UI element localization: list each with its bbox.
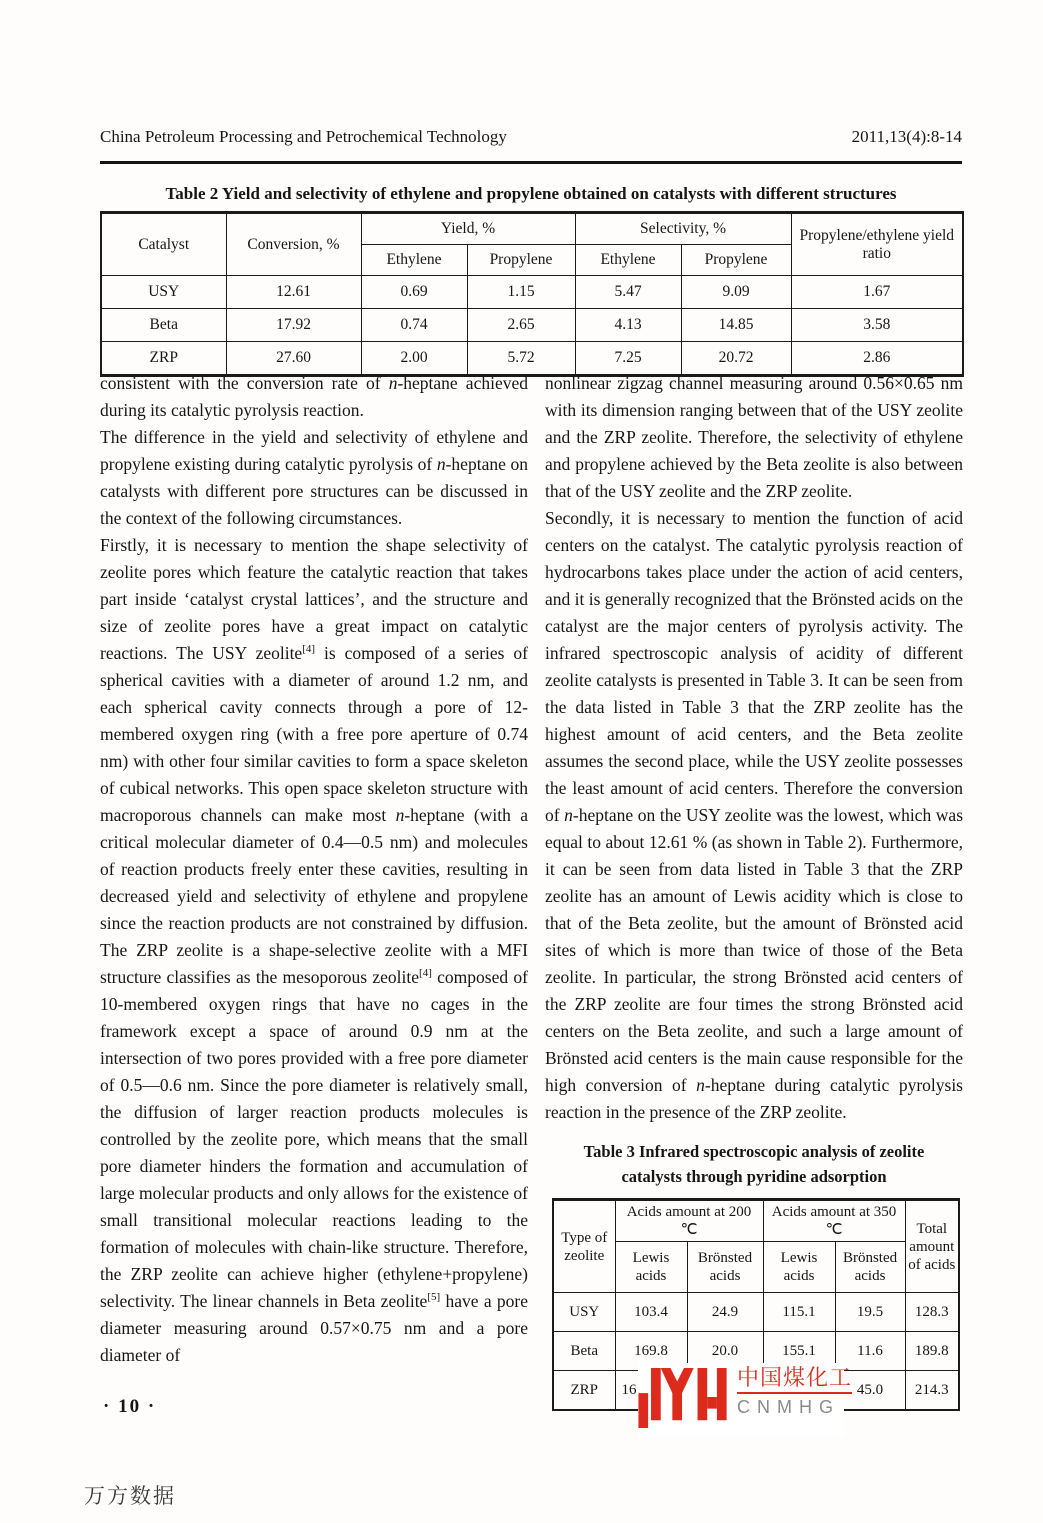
body-left-column bbox=[100, 370, 528, 1369]
table2-title: Table 2 Yield and selectivity of ethylene and propylene obtained on catalysts with different structures bbox=[165, 184, 897, 203]
table3-header-bronsted-350: Brönsted acids bbox=[835, 1242, 905, 1293]
table-cell: 4.13 bbox=[575, 309, 681, 342]
table-cell: 12.61 bbox=[226, 276, 361, 309]
table2-header-sel-ethylene: Ethylene bbox=[575, 245, 681, 276]
paragraph: consistent with the conversion rate of n-heptane achieved during its catalytic pyrolysis reaction. bbox=[100, 373, 528, 420]
table-cell: 1.15 bbox=[467, 276, 575, 309]
watermark-latin-text: CNMHG bbox=[737, 1397, 840, 1417]
table2 bbox=[100, 211, 964, 377]
table3-header-bronsted-200: Brönsted acids bbox=[687, 1242, 763, 1293]
table-cell: 24.9 bbox=[687, 1293, 763, 1332]
table-cell: 14.85 bbox=[681, 309, 791, 342]
table-cell: 1.67 bbox=[791, 276, 963, 309]
table-cell: 0.69 bbox=[361, 276, 467, 309]
table-cell: 0.74 bbox=[361, 309, 467, 342]
table3-title-line1: Table 3 Infrared spectroscopic analysis of zeolite bbox=[583, 1142, 925, 1161]
table-cell: 11.6 bbox=[835, 1332, 905, 1371]
table3-header-lewis-350: Lewis acids bbox=[763, 1242, 835, 1293]
table-cell: Beta bbox=[553, 1332, 615, 1371]
paragraph: nonlinear zigzag channel measuring around 0.56×0.65 nm with its dimension ranging between that of the USY zeolite and the ZRP zeolite. Therefore, the selectivity of ethylene and propylene achieved by the Beta zeolite is also between that of the USY zeolite and the ZRP zeolite. bbox=[545, 373, 963, 501]
table-cell: 2.65 bbox=[467, 309, 575, 342]
table3-header-lewis-200: Lewis acids bbox=[615, 1242, 687, 1293]
table-cell: 19.5 bbox=[835, 1293, 905, 1332]
table-row bbox=[553, 1293, 959, 1332]
table-cell: 2.86 bbox=[791, 342, 963, 376]
table-cell: 5.72 bbox=[467, 342, 575, 376]
table2-block bbox=[100, 184, 962, 377]
table3-header-row-1 bbox=[553, 1200, 959, 1242]
table-cell: 20.72 bbox=[681, 342, 791, 376]
journal-title: China Petroleum Processing and Petrochemical Technology bbox=[100, 127, 507, 146]
table3-wrapper bbox=[552, 1198, 958, 1417]
issue-info: 2011,13(4):8-14 bbox=[851, 127, 962, 146]
table-cell: 5.47 bbox=[575, 276, 681, 309]
table3-header-total: Total amount of acids bbox=[905, 1200, 959, 1293]
table-row bbox=[101, 276, 963, 309]
watermark bbox=[638, 1363, 853, 1437]
cnmhg-logo-icon bbox=[638, 1366, 728, 1428]
header-rule bbox=[100, 161, 962, 164]
table-cell: ZRP bbox=[101, 342, 226, 376]
paragraph: Firstly, it is necessary to mention the shape selectivity of zeolite pores which feature the catalytic reaction that takes part inside ‘catalyst crystal lattices’, and the structure and size of zeolite pores have a great impact on catalytic reactions. The USY zeolite[4] is composed of a series of spherical cavities with a diameter of around 1.2 nm, and each spherical cavity connects through a pore of 12-membered oxygen ring (with a free pore aperture of 0.74 nm) with other four similar cavities to form a space skeleton of cubical networks. This open space skeleton structure with macroporous channels can make most n-heptane (with a critical molecular diameter of 0.4—0.5 nm) and molecules of reaction products freely enter these cavities, resulting in decreased yield and selectivity of ethylene and propylene since the reaction products are not constrained by diffusion. The ZRP zeolite is a shape-selective zeolite with a MFI structure classifies as the mesoporous zeolite[4] composed of 10-membered oxygen rings that have no cages in the framework except a space of around 0.9 nm at the intersection of two pores provided with a free pore diameter of 0.5—0.6 nm. Since the pore diameter is relatively small, the diffusion of larger reaction products molecules is controlled by the zeolite pore, which means that the small pore diameter hinders the formation and accumulation of large molecular products and only allows for the existence of small transitional molecular reactions leading to the formation of molecules with chain-like structure. Therefore, the ZRP zeolite can achieve higher (ethylene+propylene) selectivity. The linear channels in Beta zeolite[5] have a pore diameter measuring around 0.57×0.75 nm and a pore diameter of bbox=[100, 535, 528, 1365]
paragraph: The difference in the yield and selectivity of ethylene and propylene existing during catalytic pyrolysis of n-heptane on catalysts with different pore structures can be discussed in the context of the following circumstances. bbox=[100, 427, 528, 528]
body-right-column bbox=[545, 370, 963, 1417]
table-cell: 27.60 bbox=[226, 342, 361, 376]
table-cell: 128.3 bbox=[905, 1293, 959, 1332]
table-cell: 169.8 bbox=[615, 1332, 687, 1371]
wanfang-data-stamp: 万方数据 bbox=[84, 1485, 176, 1508]
table-cell: 103.4 bbox=[615, 1293, 687, 1332]
table2-header-conversion: Conversion, % bbox=[226, 213, 361, 276]
table3-header-type: Type of zeolite bbox=[553, 1200, 615, 1293]
table2-header-selectivity: Selectivity, % bbox=[575, 213, 791, 245]
table2-header-catalyst: Catalyst bbox=[101, 213, 226, 276]
table-row bbox=[101, 309, 963, 342]
paragraph: Secondly, it is necessary to mention the function of acid centers on the catalyst. The catalytic pyrolysis reaction of hydrocarbons takes place under the action of acid centers, and it is generally recognized that the Brönsted acids on the catalyst are the major centers of pyrolysis activity. The infrared spectroscopic analysis of acidity of different zeolite catalysts is presented in Table 3. It can be seen from the data listed in Table 3 that the ZRP zeolite has the highest amount of acid centers, and the Beta zeolite assumes the second place, while the USY zeolite possesses the least amount of acid centers. Therefore the conversion of n-heptane on the USY zeolite was the lowest, which was equal to about 12.61 % (as shown in Table 2). Furthermore, it can be seen from data listed in Table 3 that the ZRP zeolite has an amount of Lewis acidity which is close to that of the Beta zeolite, but the amount of Brönsted acid sites of which is more than twice of those of the Beta zeolite. In particular, the strong Brönsted acid centers of the ZRP zeolite are four times the strong Brönsted acid centers on the Beta zeolite, and such a large amount of Brönsted acid centers is the main cause responsible for the high conversion of n-heptane during catalytic pyrolysis reaction in the presence of the ZRP zeolite. bbox=[545, 508, 963, 1122]
table3-title bbox=[545, 1139, 963, 1189]
table-cell: ZRP bbox=[553, 1371, 615, 1411]
watermark-text bbox=[737, 1365, 852, 1419]
table-cell: USY bbox=[553, 1293, 615, 1332]
table-cell: 45.0 bbox=[835, 1371, 905, 1411]
table-cell: Beta bbox=[101, 309, 226, 342]
table-cell: 17.92 bbox=[226, 309, 361, 342]
table-cell: 9.09 bbox=[681, 276, 791, 309]
table-cell: 115.1 bbox=[763, 1293, 835, 1332]
table2-header-row-1 bbox=[101, 213, 963, 245]
page-header bbox=[100, 127, 962, 147]
table-cell: 20.0 bbox=[687, 1332, 763, 1371]
table-cell: 155.1 bbox=[763, 1332, 835, 1371]
table2-header-yield: Yield, % bbox=[361, 213, 575, 245]
table3-header-200c: Acids amount at 200 ℃ bbox=[615, 1200, 763, 1242]
table-cell: 2.00 bbox=[361, 342, 467, 376]
table2-header-yield-ethylene: Ethylene bbox=[361, 245, 467, 276]
watermark-chinese-text: 中国煤化工 bbox=[737, 1365, 852, 1394]
table3-title-line2: catalysts through pyridine adsorption bbox=[621, 1167, 887, 1186]
table-cell: USY bbox=[101, 276, 226, 309]
page-number: · 10 · bbox=[103, 1396, 157, 1417]
table-cell: 189.8 bbox=[905, 1332, 959, 1371]
table-cell: 214.3 bbox=[905, 1371, 959, 1411]
table2-header-yield-propylene: Propylene bbox=[467, 245, 575, 276]
table-cell-partially-obscured: 16 bbox=[615, 1371, 687, 1411]
table2-header-sel-propylene: Propylene bbox=[681, 245, 791, 276]
table2-header-ratio: Propylene/ethylene yield ratio bbox=[791, 213, 963, 276]
table-cell: 3.58 bbox=[791, 309, 963, 342]
table3-header-350c: Acids amount at 350 ℃ bbox=[763, 1200, 905, 1242]
table-cell: 7.25 bbox=[575, 342, 681, 376]
